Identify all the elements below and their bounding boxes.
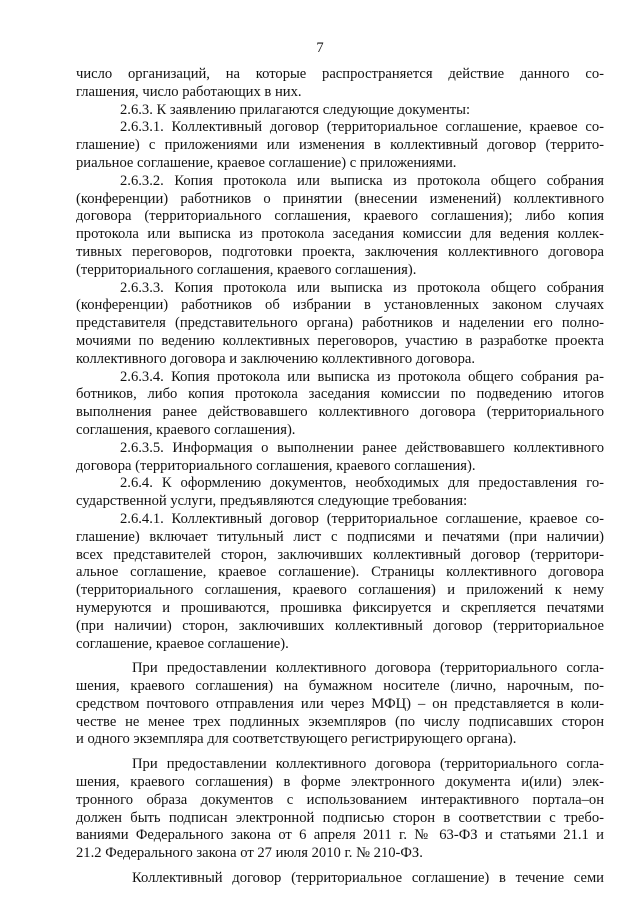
text-line: ботников, либо копия протокола заседания комиссии по подведению итогов <box>76 386 604 403</box>
text-line: 2.6.3.3. Копия протокола или выписка из протокола общего собрания <box>120 279 604 296</box>
text-line: (территориального соглашения, краевого соглашения) и приложений к нему <box>76 582 604 599</box>
text-line: Коллективный договор (территориальное соглашение) в течение семи <box>132 870 604 887</box>
text-line: всех представителей сторон, заключивших коллективный договор (территори- <box>76 546 604 563</box>
paragraph-gap <box>76 863 604 870</box>
paragraph-p-intro-cont <box>76 66 604 102</box>
paragraph-p-electronic <box>76 756 604 863</box>
text-line: средством почтового отправления или через МФЦ) – он представляется в коли- <box>76 695 604 712</box>
text-line: 2.6.3.1. Коллективный договор (территориальное соглашение, краевое со- <box>120 119 604 136</box>
text-line: договора (территориального соглашения, краевого соглашения); либо копия <box>76 208 604 225</box>
text-line: тронного образа документов с использованием интерактивного портала–он <box>76 791 604 808</box>
text-line: При предоставлении коллективного договора (территориального согла- <box>132 660 604 677</box>
paragraph-p-2-6-3-3 <box>76 280 604 369</box>
text-line: (при наличии) сторон, заключивших коллективный договор (территориальное <box>76 617 604 634</box>
paragraph-p-2-6-3 <box>76 102 604 120</box>
text-line: глашение) включает титульный лист с подписями и печатями (при наличии) <box>76 528 604 545</box>
paragraph-p-2-6-3-5 <box>76 440 604 476</box>
text-line: глашения, число работающих в них. <box>76 83 302 100</box>
text-line: ваниями Федерального закона от 6 апреля 2011 г. № 63-ФЗ и статьями 21.1 и <box>76 827 604 844</box>
text-line: тивных переговоров, подготовки проекта, заключения коллективного договора <box>76 243 604 260</box>
text-line: риальное соглашение, краевое соглашение) с приложениями. <box>76 154 457 171</box>
paragraph-p-2-6-3-4 <box>76 369 604 440</box>
text-line: соглашение, краевое соглашение). <box>76 635 289 652</box>
text-line: При предоставлении коллективного договора (территориального согла- <box>132 756 604 773</box>
text-line: 2.6.4. К оформлению документов, необходимых для предоставления го- <box>120 475 604 492</box>
paragraph-p-paper <box>76 660 604 749</box>
paragraph-p-2-6-4-1 <box>76 511 604 653</box>
paragraph-p-2-6-3-2 <box>76 173 604 280</box>
text-line: глашение) с приложениями или изменения в коллективный договор (террито- <box>76 137 604 154</box>
text-line: протокола или выписка из протокола заседания комиссии для ведения коллек- <box>76 226 604 243</box>
text-line: (конференции) работников об избрании в установленных законом случаях <box>76 297 604 314</box>
paragraph-gap <box>76 653 604 660</box>
page-number: 7 <box>316 40 324 56</box>
text-line: 2.6.3.5. Информация о выполнении ранее действовавшего коллективного <box>120 439 604 456</box>
text-line: мочиями по ведению коллективных переговоров, участию в разработке проекта <box>76 332 604 349</box>
text-line: сударственной услуги, предъявляются следующие требования: <box>76 493 468 510</box>
text-line: договора (территориального соглашения, краевого соглашения). <box>76 457 476 474</box>
text-line: 2.6.3.4. Копия протокола или выписка из протокола общего собрания ра- <box>120 368 604 385</box>
text-line: альное соглашение, краевое соглашение). Страницы коллективного договора <box>76 564 604 581</box>
paragraph-gap <box>76 749 604 756</box>
text-line: 21.2 Федерального закона от 27 июля 2010 г. № 210-ФЗ. <box>76 845 423 862</box>
paragraph-p-2-6-4 <box>76 475 604 511</box>
text-line: и одного экземпляра для соответствующего регистрирующего органа). <box>76 731 517 748</box>
text-line: 2.6.3.2. Копия протокола или выписка из протокола общего собрания <box>120 172 604 189</box>
text-line: представителя (представительного органа) работников и наделении его полно- <box>76 315 604 332</box>
text-line: нумеруются и прошиваются, прошивка фиксируется и скрепляется печатями <box>76 599 604 616</box>
text-line: шения, краевого соглашения) на бумажном носителе (лично, нарочным, по- <box>76 678 604 695</box>
text-line: честве не менее трех подлинных экземпляров (по числу подписавших сторон <box>76 713 604 730</box>
text-line: выполнения ранее действовавшего коллективного договора (территориального <box>76 404 604 421</box>
text-line: 2.6.4.1. Коллективный договор (территориальное соглашение, краевое со- <box>120 510 604 527</box>
text-line: 2.6.3. К заявлению прилагаются следующие документы: <box>120 101 471 118</box>
text-line: (конференции) работников о принятии (внесении изменений) коллективного <box>76 190 604 207</box>
paragraph-p-2-6-3-1 <box>76 119 604 172</box>
document-body <box>76 66 604 888</box>
text-line: соглашения, краевого соглашения). <box>76 421 296 438</box>
paragraph-p-last <box>76 870 604 888</box>
text-line: шения, краевого соглашения) в форме электронного документа и(или) элек- <box>76 774 604 791</box>
text-line: (территориального соглашения, краевого соглашения). <box>76 261 417 278</box>
text-line: число организаций, на которые распространяется действие данного со- <box>76 66 604 82</box>
text-line: коллективного договора и заключению коллективного договора. <box>76 350 476 367</box>
text-line: должен быть подписан электронной подписью сторон в соответствии с требо- <box>76 809 604 826</box>
